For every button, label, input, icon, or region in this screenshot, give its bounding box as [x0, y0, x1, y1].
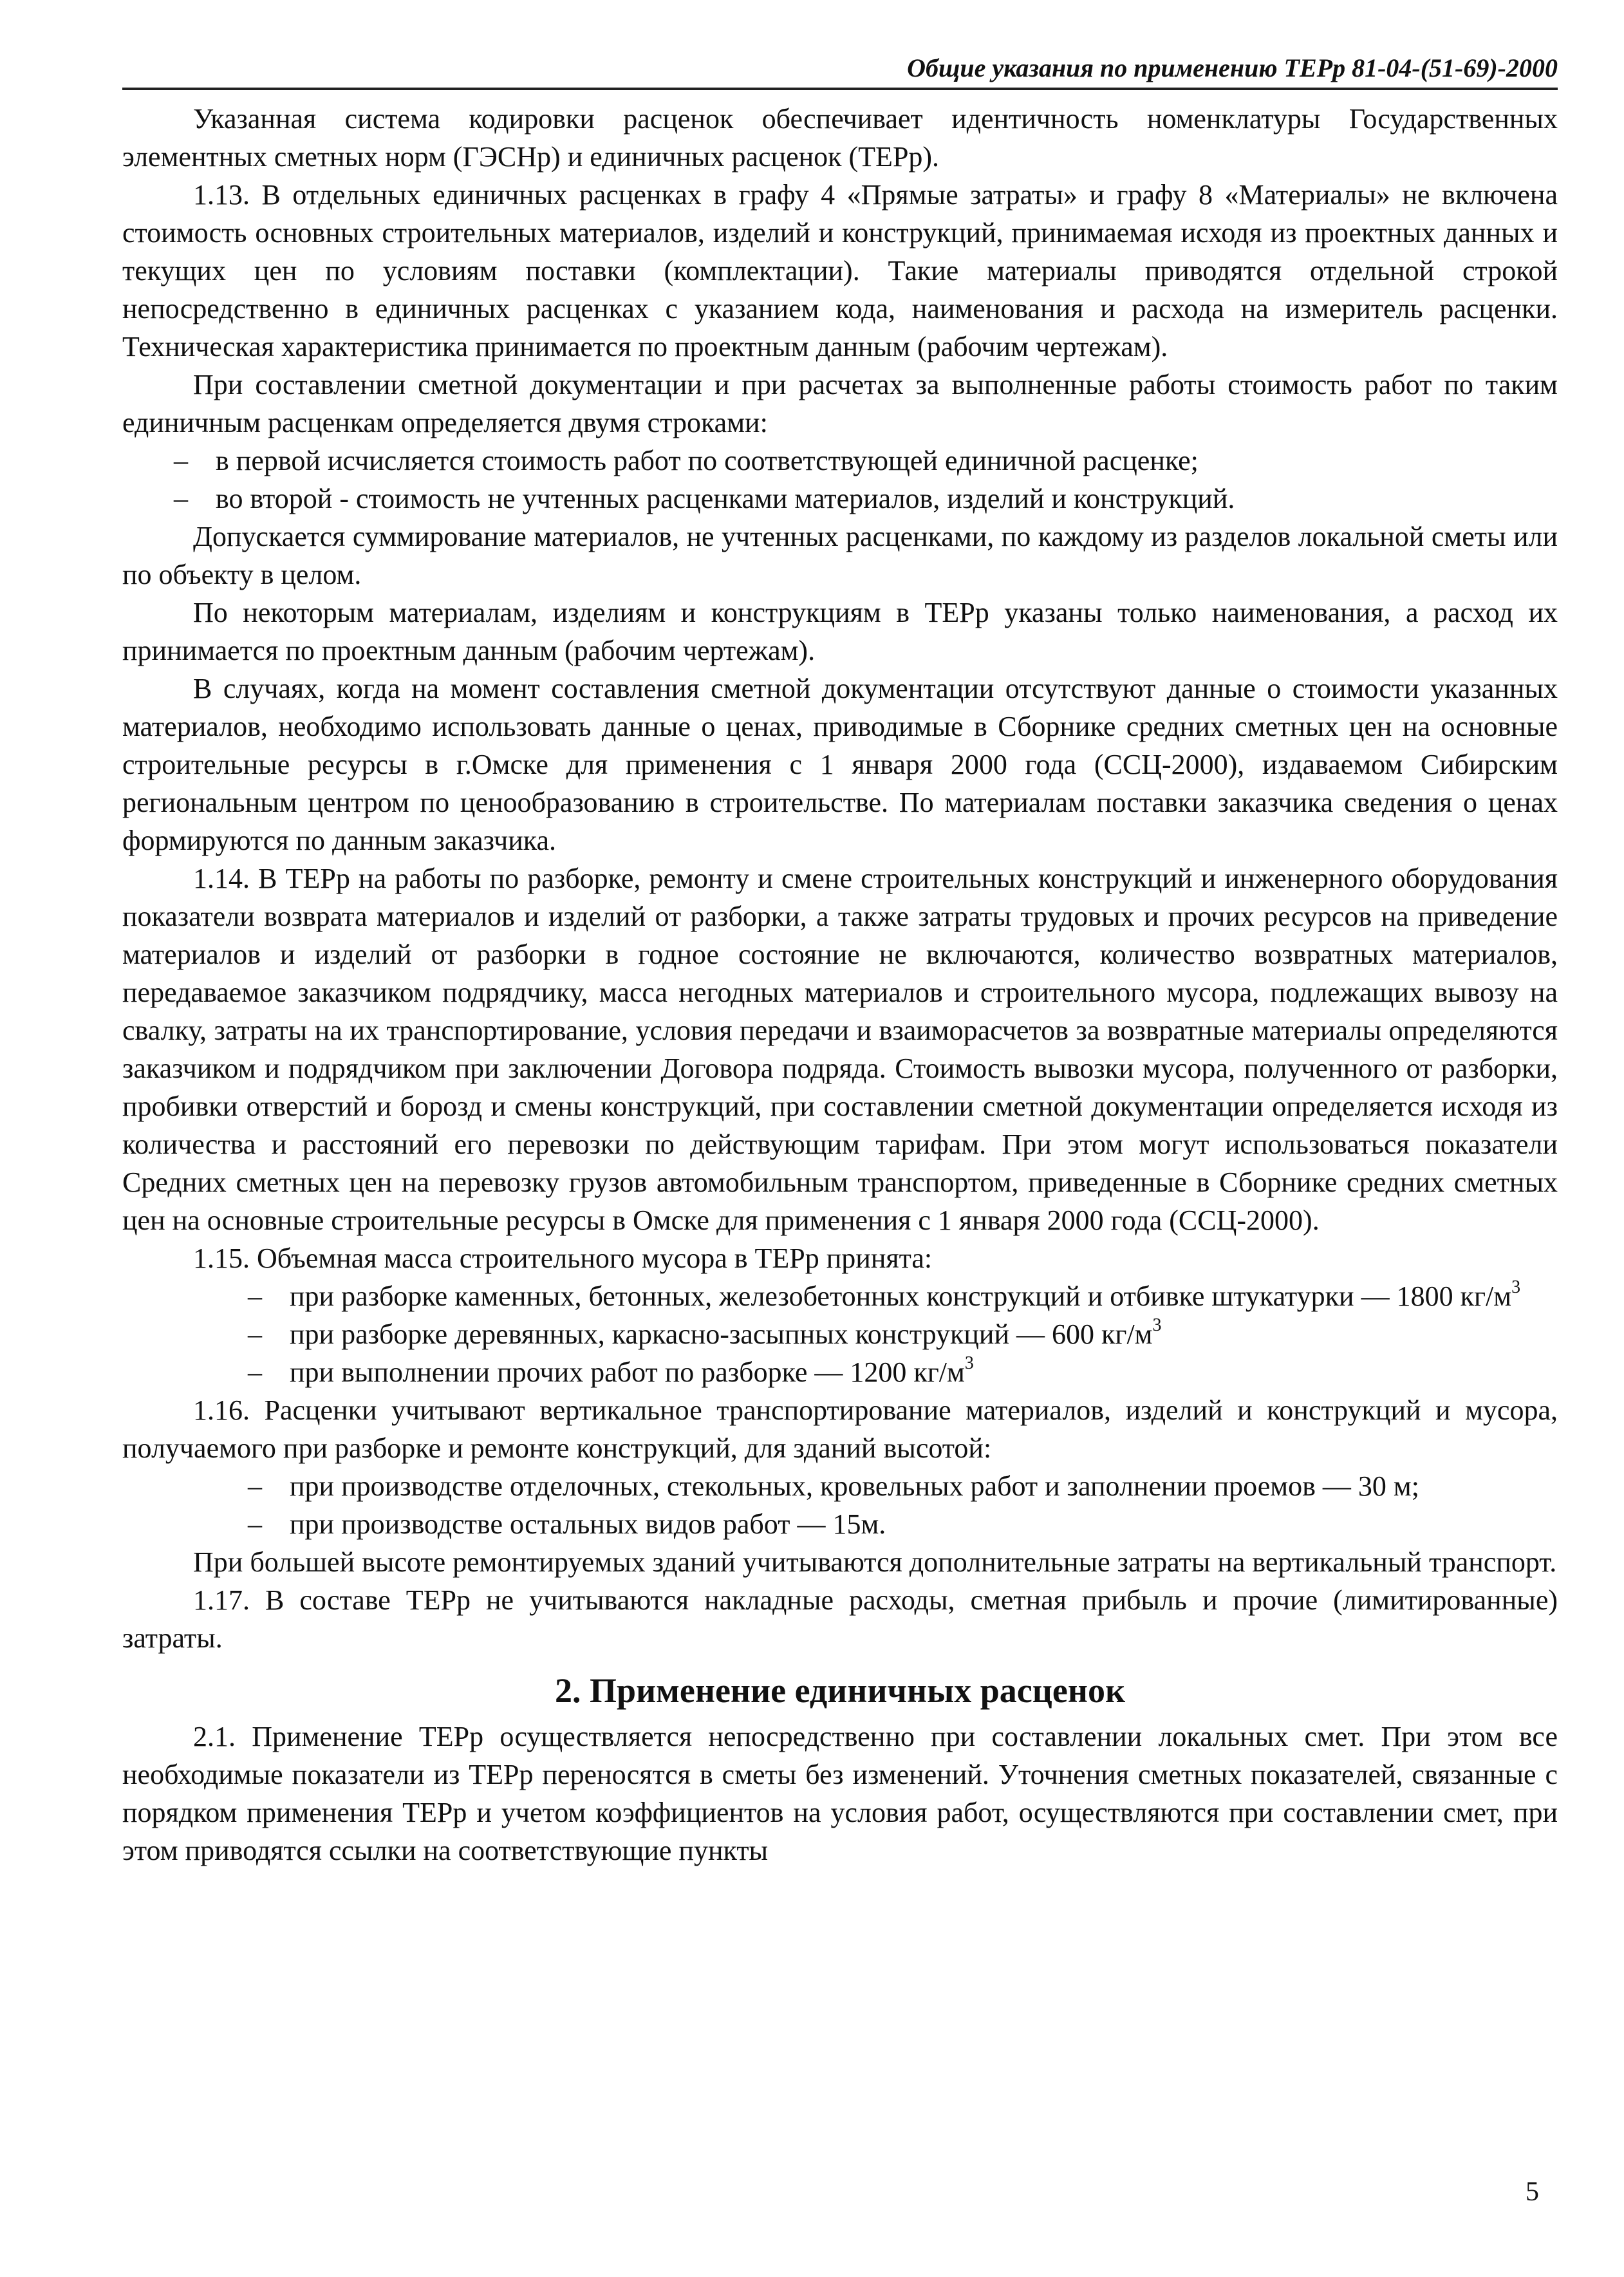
list-item: – при выполнении прочих работ по разборке — 1200 $кг/м^3$ [248, 1353, 974, 1388]
section-heading: 2. Применение единичных расценок [554, 1671, 1126, 1710]
paragraph-1-16: 1.16. Расценки учитывают вертикальное транспортирование материалов, изделий и конструкций и мусора, получаемого при разборке и ремонте конструкций, для зданий высотой: [122, 1394, 1558, 1464]
paragraph-1-13: 1.13. В отдельных единичных расценках в графу 4 «Прямые затраты» и графу 8 «Материалы» не включена стоимость основных строительных материалов, изделий и конструкций, принимаемая исходя из проектных данных и текущих цен по условиям поставки (комплектации). Такие материалы приводятся отдельной строкой непосредственно в единичных расценках с указанием кода, наименования и расхода на измеритель расценки. Техническая характеристика принимается по проектным данным (рабочим чертежам). [122, 179, 1558, 362]
paragraph-missing-prices: В случаях, когда на момент составления сметной документации отсутствуют данные о стоимости указанных материалов, необходимо использовать данные о ценах, приводимые в Сборнике средних сметных цен на основные строительные ресурсы в г.Омске для применения с 1 января 2000 года (ССЦ-2000), издаваемом Сибирским региональным центром по ценообразованию в строительстве. По материалам поставки заказчика сведения о ценах формируются по данным заказчика. [122, 673, 1558, 856]
list-item: – при разборке каменных, бетонных, железобетонных конструкций и отбивке штукатурки — 1800 $кг/м^3$ [248, 1277, 1521, 1312]
paragraph-1-17: 1.17. В составе ТЕРр не учитываются накладные расходы, сметная прибыль и прочие (лимитированные) затраты. [122, 1584, 1558, 1654]
list-item: – при производстве остальных видов работ — 15м. [248, 1508, 886, 1540]
paragraph-1-14: 1.14. В ТЕРр на работы по разборке, ремонту и смене строительных конструкций и инженерного оборудования показатели возврата материалов и изделий от разборки, а также затраты трудовых и прочих ресурсов на приведение материалов и изделий от разборки в годное состояние не включаются, количество возвратных материалов, передаваемое заказчиком подрядчику, масса негодных материалов и строительного мусора, подлежащих вывозу на свалку, затраты на их транспортирование, условия передачи и взаиморасчетов за возвратные материалы определяются заказчиком и подрядчиком при заключении Договора подряда. Стоимость вывозки мусора, полученного от разборки, пробивки отверстий и борозд и смены конструкций, при составлении сметной документации определяется исходя из количества и расстояний его перевозки по действующим тарифам. При этом могут использоваться показатели Средних сметных цен на перевозку грузов автомобильным транспортом, приведенные в Сборнике средних сметных цен на основные строительные ресурсы в Омске для применения с 1 января 2000 года (ССЦ-2000). [122, 863, 1558, 1236]
paragraph-two-lines: При составлении сметной документации и при расчетах за выполненные работы стоимость работ по таким единичным расценкам определяется двумя строками: [122, 369, 1558, 438]
paragraph-2-1: 2.1. Применение ТЕРр осуществляется непосредственно при составлении локальных смет. При этом все необходимые показатели из ТЕРр переносятся в сметы без изменений. Уточнения сметных показателей, связанные с порядком применения ТЕРр и учетом коэффициентов на условия работ, осуществляются при составлении смет, при этом приводятся ссылки на соответствующие пункты [122, 1721, 1558, 1866]
list-item: – во второй - стоимость не учтенных расценками материалов, изделий и конструкций. [174, 483, 1235, 514]
list-item: – при разборке деревянных, каркасно-засыпных конструкций — 600 $кг/м^3$ [248, 1315, 1162, 1350]
running-header: Общие указания по применению ТЕРр 81-04-(51-69)-2000 [122, 52, 1558, 90]
paragraph-1-15: 1.15. Объемная масса строительного мусора в ТЕРр принята: [193, 1242, 933, 1274]
list-item: – в первой исчисляется стоимость работ по соответствующей единичной расценке; [174, 445, 1199, 476]
page-number: 5 [1526, 2177, 1539, 2207]
list-item: – при производстве отделочных, стекольных, кровельных работ и заполнении проемов — 30 м; [248, 1470, 1419, 1502]
paragraph-summation: Допускается суммирование материалов, не учтенных расценками, по каждому из разделов локальной сметы или по объекту в целом. [122, 521, 1558, 590]
document-body [122, 100, 1558, 1869]
paragraph-height: При большей высоте ремонтируемых зданий учитываются дополнительные затраты на вертикальный транспорт. [193, 1546, 1557, 1578]
paragraph-names-only: По некоторым материалам, изделиям и конструкциям в ТЕРр указаны только наименования, а расход их принимается по проектным данным (рабочим чертежам). [122, 597, 1558, 666]
paragraph-coding-system: Указанная система кодировки расценок обеспечивает идентичность номенклатуры Государственных элементных сметных норм (ГЭСНр) и единичных расценок (ТЕРр). [122, 103, 1558, 173]
